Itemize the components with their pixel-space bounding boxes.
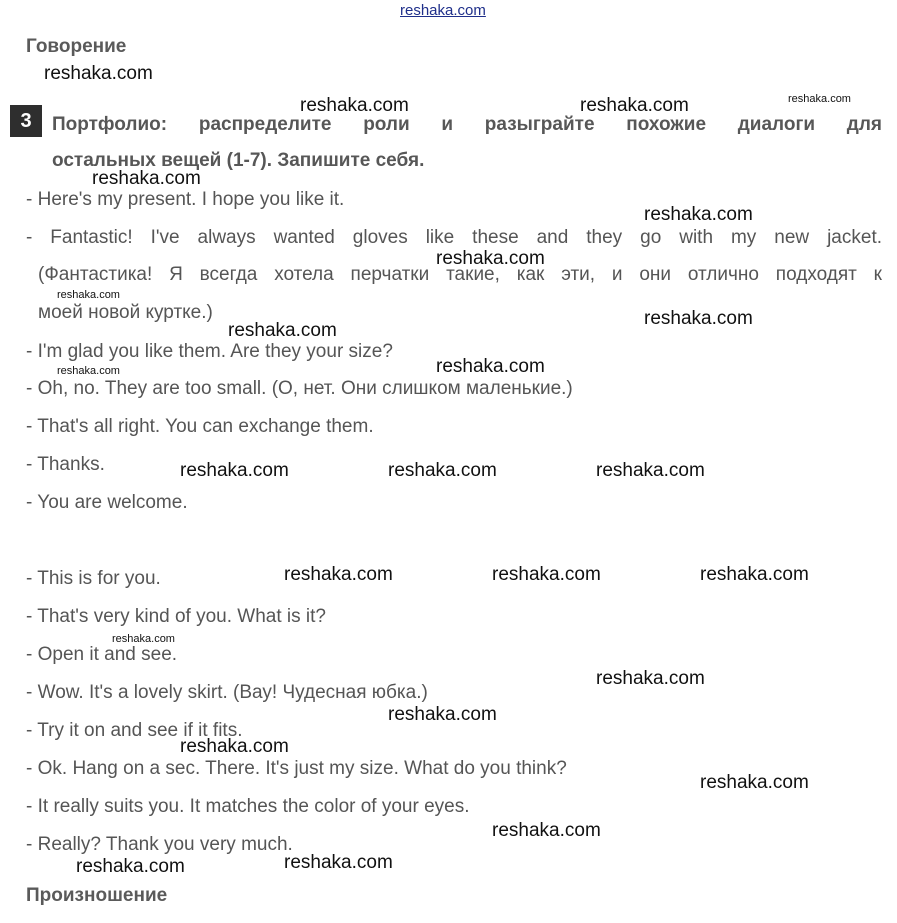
dialogue-line: - Fantastic! I've always wanted gloves like these and they go with my new jacket. (26, 227, 882, 248)
dialogue-line: - Thanks. (26, 454, 105, 475)
task-number-badge: 3 (10, 105, 42, 137)
watermark: reshaka.com (700, 564, 809, 585)
dialogue-line: - Wow. It's a lovely skirt. (Вау! Чудесная юбка.) (26, 682, 428, 703)
dialogue-translation-line: (Фантастика! Я всегда хотела перчатки такие, как эти, и они отлично подходят к (38, 264, 882, 285)
watermark: reshaka.com (580, 95, 689, 116)
watermark: reshaka.com (92, 168, 201, 189)
watermark: reshaka.com (788, 93, 851, 105)
watermark: reshaka.com (388, 704, 497, 725)
watermark: reshaka.com (180, 460, 289, 481)
dialogue-line: - This is for you. (26, 568, 161, 589)
header-watermark-link[interactable]: reshaka.com (400, 2, 486, 19)
dialogue-line: - That's all right. You can exchange them. (26, 416, 374, 437)
watermark: reshaka.com (388, 460, 497, 481)
watermark: reshaka.com (436, 248, 545, 269)
section-heading-speaking: Говорение (26, 36, 127, 57)
dialogue-translation-line: моей новой куртке.) (38, 302, 213, 323)
dialogue-line: - You are welcome. (26, 492, 188, 513)
dialogue-line: - That's very kind of you. What is it? (26, 606, 327, 627)
watermark: reshaka.com (284, 852, 393, 873)
watermark: reshaka.com (44, 63, 153, 84)
watermark: reshaka.com (436, 356, 545, 377)
dialogue-line: - Here's my present. I hope you like it. (26, 189, 345, 210)
watermark: reshaka.com (57, 365, 120, 377)
watermark: reshaka.com (228, 320, 337, 341)
section-heading-pronunciation: Произношение (26, 885, 168, 906)
dialogue-line: - It really suits you. It matches the color of your eyes. (26, 796, 470, 817)
watermark: reshaka.com (596, 460, 705, 481)
dialogue-line: - Really? Thank you very much. (26, 834, 293, 855)
watermark: reshaka.com (76, 856, 185, 877)
dialogue-line: - Oh, no. They are too small. (О, нет. Они слишком маленькие.) (26, 378, 573, 399)
watermark: reshaka.com (57, 289, 120, 301)
task-instruction-line-1: Портфолио: распределите роли и разыграйте похожие диалоги для (52, 114, 882, 135)
dialogue-line: - Open it and see. (26, 644, 178, 665)
dialogue-line: - Try it on and see if it fits. (26, 720, 243, 741)
watermark: reshaka.com (644, 308, 753, 329)
watermark: reshaka.com (492, 820, 601, 841)
watermark: reshaka.com (700, 772, 809, 793)
watermark: reshaka.com (300, 95, 409, 116)
task-instruction-line-2: остальных вещей (1-7). Запишите себя. (52, 150, 425, 171)
watermark: reshaka.com (644, 204, 753, 225)
dialogue-line: - I'm glad you like them. Are they your size? (26, 341, 393, 362)
watermark: reshaka.com (492, 564, 601, 585)
watermark: reshaka.com (180, 736, 289, 757)
watermark: reshaka.com (284, 564, 393, 585)
watermark: reshaka.com (112, 633, 175, 645)
watermark: reshaka.com (596, 668, 705, 689)
dialogue-line: - Ok. Hang on a sec. There. It's just my size. What do you think? (26, 758, 567, 779)
